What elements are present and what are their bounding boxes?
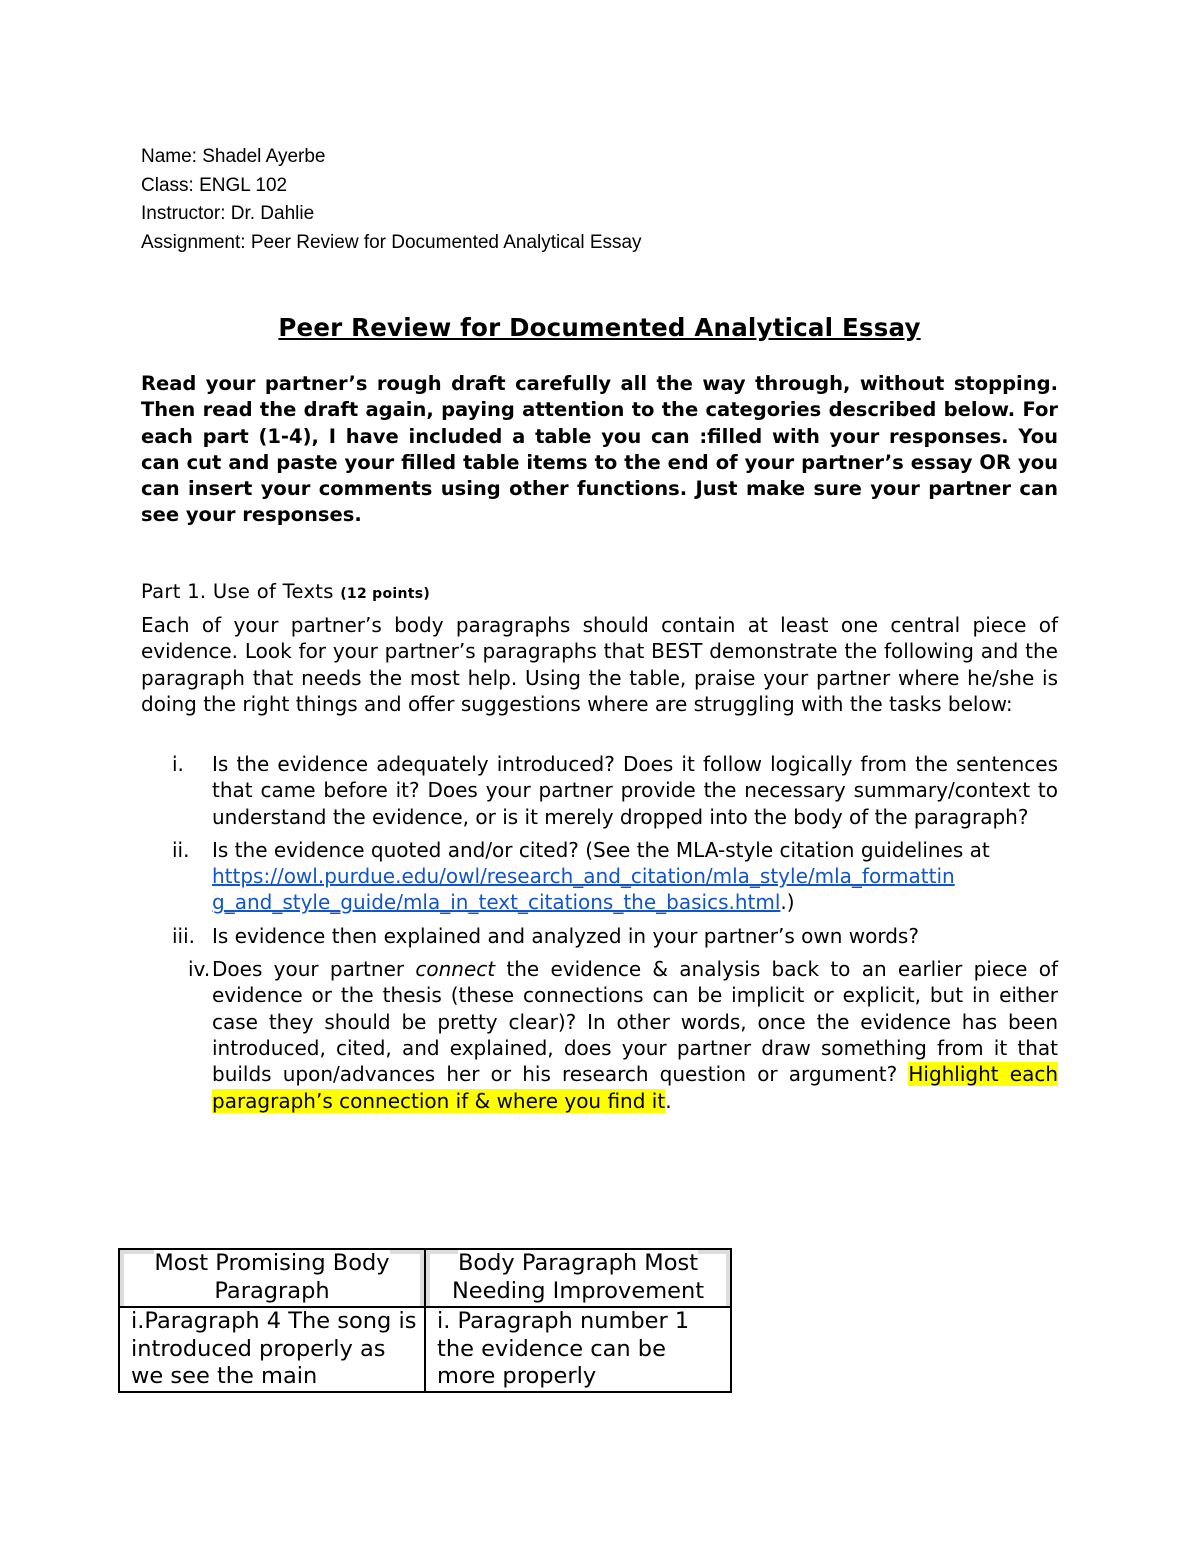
part-1-heading bbox=[141, 580, 430, 603]
list-item bbox=[141, 751, 1058, 830]
list-item bbox=[141, 923, 1058, 949]
citation-text: Is the evidence quoted and/or cited? (See the MLA-style citation guidelines at bbox=[212, 837, 990, 862]
header-block bbox=[141, 143, 642, 257]
list-item-number: i. bbox=[172, 752, 184, 776]
document-title: Peer Review for Documented Analytical Essay bbox=[278, 313, 921, 342]
list-item-text: Is the evidence quoted and/or cited? (See the MLA-style citation guidelines at https://owl.purdue.edu/owl/research_and_citation/mla_style/mla_formattin g_and_style_guide/mla_in_text_citations_the_basics.html.) bbox=[212, 837, 990, 915]
list-item-text: Is evidence then explained and analyzed in your partner’s own words? bbox=[212, 923, 919, 948]
table-cell-most-promising[interactable]: i.Paragraph 4 The song is introduced properly as we see the main bbox=[119, 1307, 425, 1392]
mla-citation-link[interactable]: https://owl.purdue.edu/owl/research_and_citation/mla_style/mla_formattin g_and_style_guide/mla_in_text_citations_the_basics.html bbox=[212, 864, 955, 915]
list-item-text: Does your partner connect the evidence & analysis back to an earlier piece of evidence or the thesis (these connections can be implicit or explicit, but in either case they should be pretty clear)? In other words, once the evidence has been introduced, cited, and explained, does your partner draw something from it that builds upon/advances her or his research question or argument? Highlight each paragraph’s connection if & where you find it. bbox=[212, 957, 1058, 1113]
student-name: Name: Shadel Ayerbe bbox=[141, 146, 326, 167]
peer-review-table bbox=[118, 1248, 732, 1393]
part-1-title: Part 1. Use of Texts bbox=[141, 580, 334, 603]
list-item bbox=[141, 956, 1058, 1114]
assignment-line: Assignment: Peer Review for Documented Analytical Essay bbox=[141, 231, 642, 253]
part-1-points: (12 points) bbox=[340, 586, 431, 602]
list-item-number: iii. bbox=[172, 923, 196, 948]
column-header-needs-improvement: Body Paragraph Most Needing Improvement bbox=[425, 1249, 731, 1307]
emphasis-connect: connect bbox=[415, 957, 496, 982]
task-list bbox=[141, 751, 1058, 1121]
list-item bbox=[141, 837, 1058, 916]
table-cell-needs-improvement[interactable]: i. Paragraph number 1 the evidence can be more properly bbox=[425, 1307, 731, 1392]
instructions-paragraph: Read your partner’s rough draft carefully all the way through, without stopping. Then read the draft again, paying attention to the categories described below. For each part (1-4), I have included a table you can :filled with your responses. You can cut and paste your filled table items to the end of your partner’s essay OR you can insert your comments using other functions. Just make sure your partner can see your responses. bbox=[141, 372, 1058, 527]
column-header-most-promising: Most Promising Body Paragraph bbox=[119, 1249, 425, 1307]
part-1-description: Each of your partner’s body paragraphs should contain at least one central piece of evidence. Look for your partner’s paragraphs that BEST demonstrate the following and the paragraph that needs the most help. Using the table, praise your partner where he/she is doing the right things and offer suggestions where are struggling with the tasks below: bbox=[141, 613, 1058, 716]
list-item-number: iv. bbox=[188, 957, 211, 982]
class-line: Class: ENGL 102 bbox=[141, 174, 288, 196]
table-header-row bbox=[119, 1249, 731, 1307]
highlighted-instruction: Highlight each paragraph’s connection if & where you find it bbox=[212, 1062, 1058, 1113]
table-row bbox=[119, 1307, 731, 1392]
list-item-number: ii. bbox=[172, 837, 190, 862]
instructor-line: Instructor: Dr. Dahlie bbox=[141, 203, 315, 224]
list-item-text: Is the evidence adequately introduced? Does it follow logically from the sentences that came before it? Does your partner provide the necessary summary/context to understand the evidence, or is it merely dropped into the body of the paragraph? bbox=[212, 752, 1058, 829]
